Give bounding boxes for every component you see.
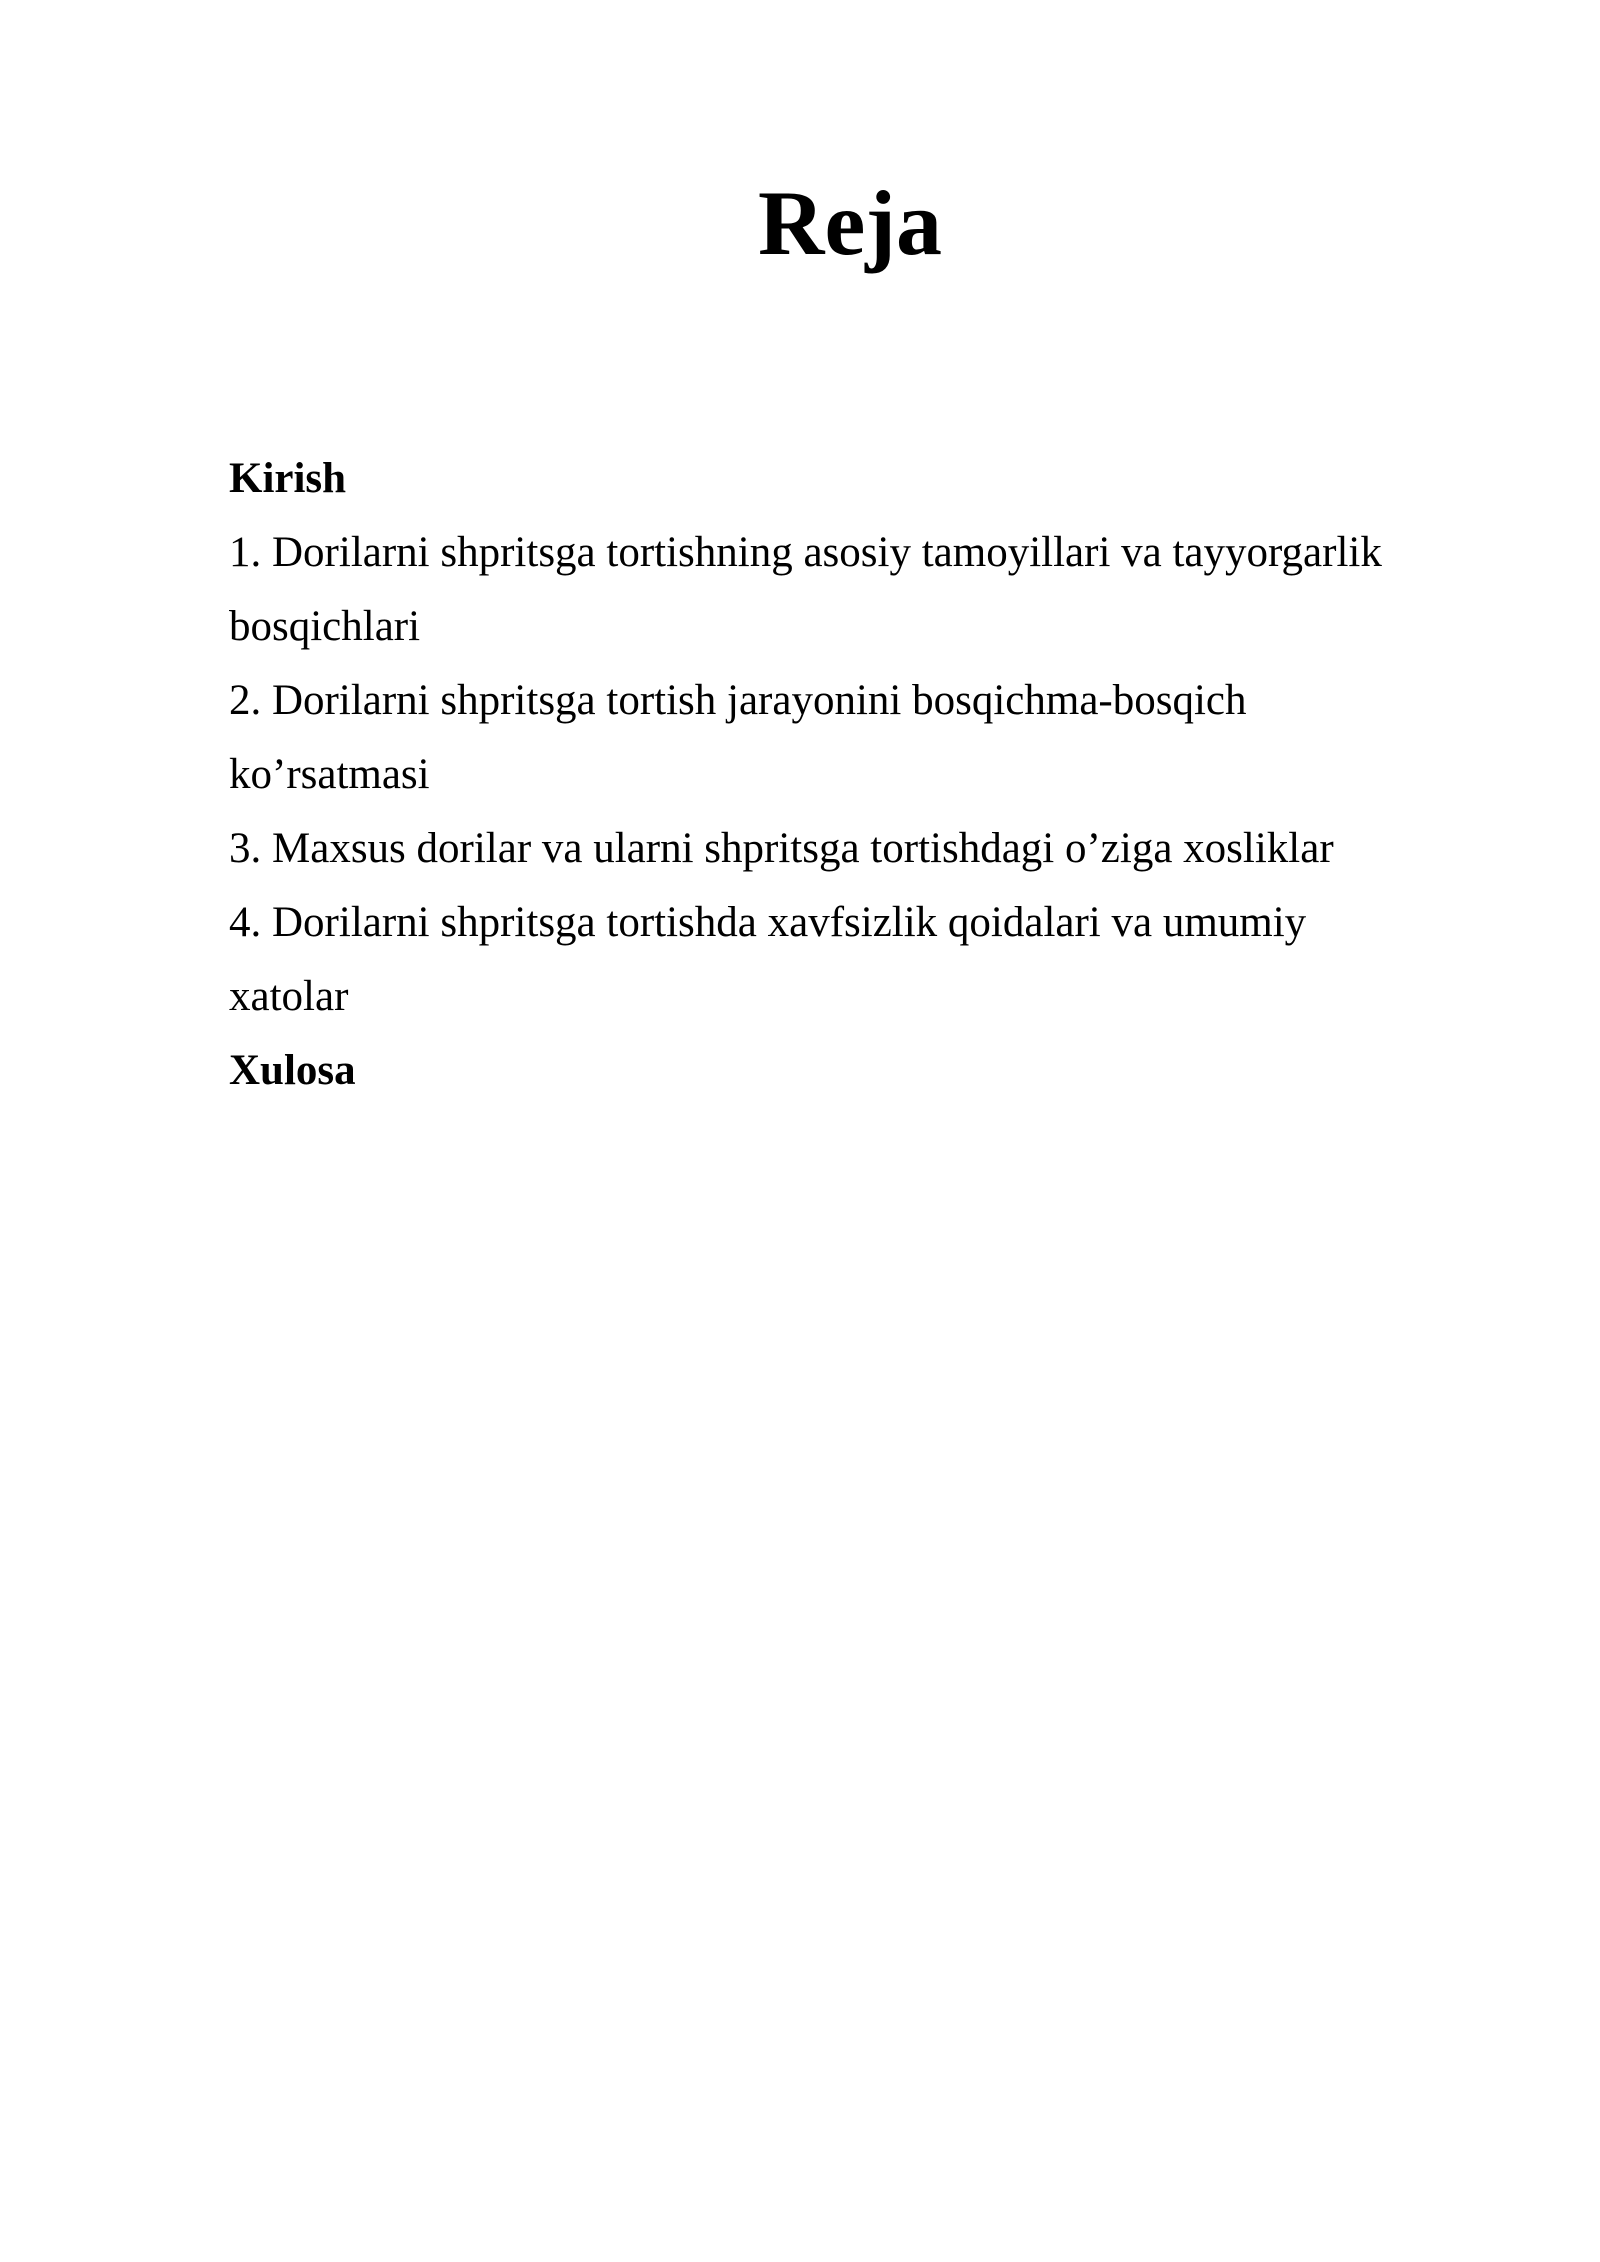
- plan-item-1-line-1: 1. Dorilarni shpritsga tortishning asosiy tamoyillari va tayyorgarlik: [229, 529, 1382, 576]
- plan-list: [229, 442, 1529, 1108]
- plan-item-2-line-2: ko’rsatmasi: [229, 751, 430, 798]
- plan-item-3-line-1: 3. Maxsus dorilar va ularni shpritsga tortishdagi o’ziga xosliklar: [229, 825, 1334, 872]
- intro-heading: Kirish: [229, 455, 347, 502]
- plan-item-2-line-1: 2. Dorilarni shpritsga tortish jarayonini bosqichma-bosqich: [229, 677, 1247, 724]
- conclusion-heading: Xulosa: [229, 1047, 356, 1094]
- plan-item-1-line-2: bosqichlari: [229, 603, 421, 650]
- plan-item-4-line-1: 4. Dorilarni shpritsga tortishda xavfsizlik qoidalari va umumiy: [229, 899, 1307, 946]
- page-title: Reja: [758, 172, 942, 274]
- plan-item-4-line-2: xatolar: [229, 973, 349, 1020]
